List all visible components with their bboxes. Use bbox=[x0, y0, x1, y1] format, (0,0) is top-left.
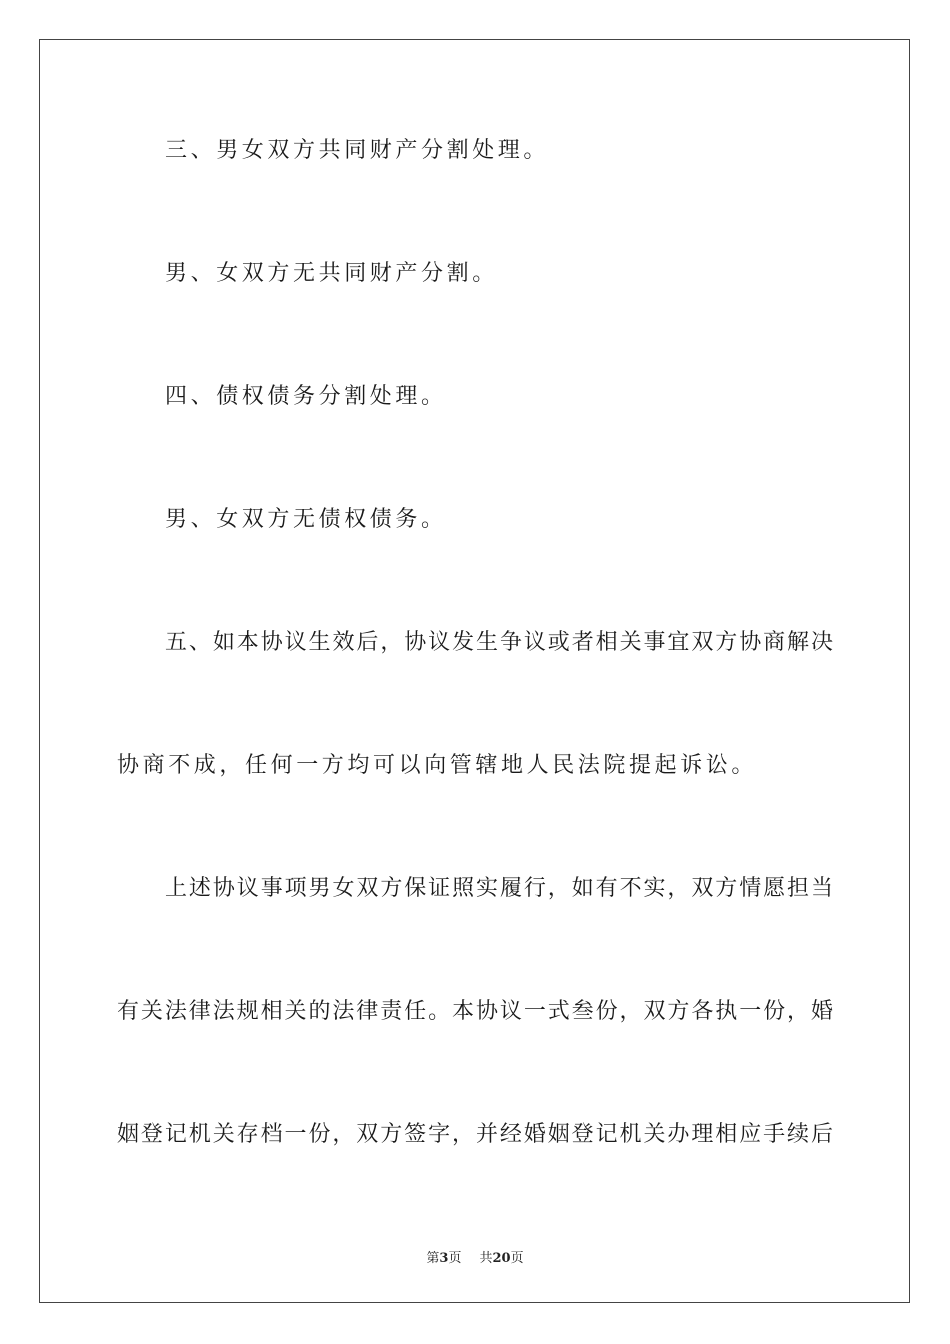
paragraph-line-6: 协商不成，任何一方均可以向管辖地人民法院提起诉讼。 bbox=[117, 753, 758, 778]
footer-page-prefix: 第 bbox=[426, 1251, 440, 1266]
page-footer bbox=[0, 1247, 950, 1266]
paragraph-line-9: 姻登记机关存档一份，双方签字，并经婚姻登记机关办理相应手续后 bbox=[117, 1122, 833, 1147]
page-border bbox=[39, 39, 910, 1303]
footer-total-prefix: 共 bbox=[479, 1251, 493, 1266]
paragraph-line-2: 男、女双方无共同财产分割。 bbox=[165, 261, 498, 286]
paragraph-line-1: 三、男女双方共同财产分割处理。 bbox=[165, 138, 550, 163]
footer-page-number: 3 bbox=[439, 1251, 449, 1266]
footer-page-suffix: 页 bbox=[448, 1251, 462, 1266]
paragraph-line-5: 五、如本协议生效后，协议发生争议或者相关事宜双方协商解决 bbox=[165, 630, 833, 655]
paragraph-line-7: 上述协议事项男女双方保证照实履行，如有不实，双方情愿担当 bbox=[165, 876, 833, 901]
paragraph-line-8: 有关法律法规相关的法律责任。本协议一式叁份，双方各执一份，婚 bbox=[117, 999, 833, 1024]
paragraph-line-3: 四、债权债务分割处理。 bbox=[165, 384, 447, 409]
footer-total-pages: 20 bbox=[492, 1251, 511, 1266]
paragraph-line-4: 男、女双方无债权债务。 bbox=[165, 507, 447, 532]
footer-total-suffix: 页 bbox=[510, 1251, 524, 1266]
